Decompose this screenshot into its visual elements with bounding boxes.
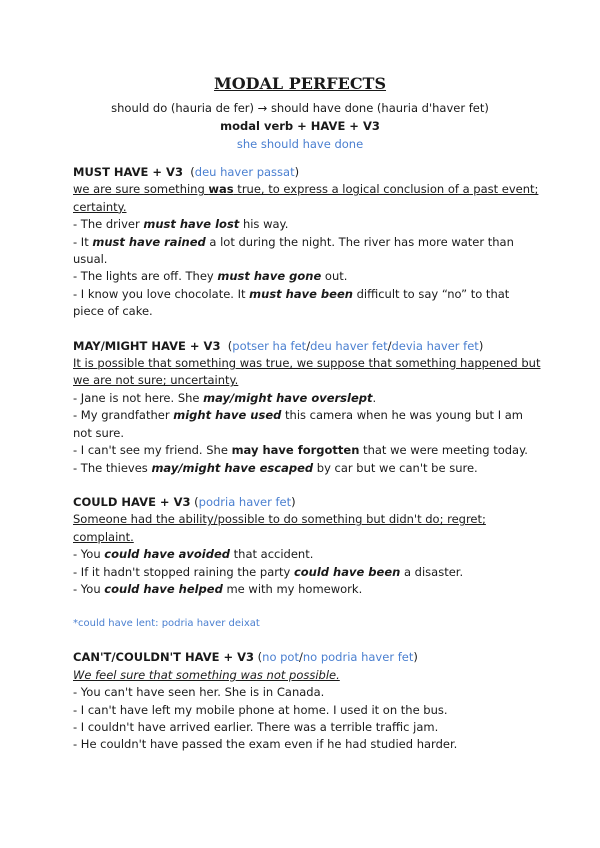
example-text: - The thieves <box>73 460 152 475</box>
example-text: - The lights are off. They <box>73 269 218 284</box>
section-definition <box>73 181 543 216</box>
paren-open: ( <box>194 494 199 509</box>
example-verb: might have used <box>173 408 282 423</box>
document-body <box>73 164 543 771</box>
example-line <box>73 442 543 459</box>
subtitle-sample: she should have done <box>236 137 364 151</box>
translation: no podria haver fet <box>302 650 414 665</box>
subtitle-example: should do (hauria de fer) → should have done (hauria d'haver fet) <box>111 101 489 115</box>
page-title: MODAL PERFECTS <box>213 74 387 93</box>
section-definition: It is possible that something was true, we suppose that something happened but we are not sure; uncertainty. <box>73 356 541 388</box>
translation: deu haver fet <box>310 338 388 353</box>
example-line: - You can't have seen her. She is in Canada. <box>73 685 325 700</box>
section-heading-line <box>73 338 543 355</box>
example-line <box>73 581 543 598</box>
paren-close: ) <box>413 650 418 665</box>
paren-close: ) <box>478 338 484 353</box>
section-heading: MAY/MIGHT HAVE + V3 <box>73 338 221 353</box>
translation: potser ha fet <box>232 338 307 353</box>
example-line <box>73 286 543 321</box>
example-text: this camera when he was young but I am not sure. <box>73 408 524 440</box>
section-may-might-have <box>73 338 543 477</box>
paren-open: ( <box>257 650 263 665</box>
translation: devia haver fet <box>391 338 479 353</box>
section-cant-couldnt-have <box>73 649 543 753</box>
example-text: that accident. <box>230 547 314 562</box>
example-text: a disaster. <box>400 564 464 579</box>
paren-close: ) <box>294 165 300 179</box>
paren-open: ( <box>227 338 233 353</box>
section-definition: We feel sure that something was not possible. <box>73 667 340 682</box>
footnote: *could have lent: podria haver deixat <box>73 618 260 630</box>
separator: / <box>306 338 311 353</box>
example-text: - The driver <box>73 217 144 232</box>
example-text: . <box>372 390 377 405</box>
example-verb: could have helped <box>104 581 223 596</box>
example-verb: could have been <box>293 564 401 579</box>
example-line <box>73 546 543 563</box>
example-line: - I couldn't have arrived earlier. There was a terrible traffic jam. <box>73 719 439 734</box>
example-verb: must have been <box>249 286 353 301</box>
example-verb: could have avoided <box>104 547 230 562</box>
example-line <box>73 216 543 233</box>
example-text: that we were meeting today. <box>359 443 528 458</box>
example-text: out. <box>321 269 348 284</box>
example-text: difficult to say “no” to that piece of cake. <box>73 286 510 319</box>
example-verb: must have rained <box>92 234 206 249</box>
example-text: - My grandfather <box>73 408 174 423</box>
example-line: - I can't have left my mobile phone at home. I used it on the bus. <box>73 702 448 717</box>
example-text: - You <box>73 581 105 596</box>
translation: no pot <box>262 650 299 665</box>
paren-open: ( <box>190 165 195 179</box>
example-line <box>73 268 543 285</box>
subtitle-formula: modal verb + HAVE + V3 <box>220 119 380 133</box>
translation: podria haver fet <box>198 494 292 509</box>
example-text: me with my homework. <box>222 581 363 596</box>
section-heading: MUST HAVE + V3 <box>73 165 183 179</box>
example-text: by car but we can't be sure. <box>313 460 478 475</box>
example-line <box>73 390 543 407</box>
example-line <box>73 460 543 477</box>
section-heading-line <box>73 494 543 511</box>
definition-part: we are sure something <box>73 182 209 197</box>
example-text: - Jane is not here. She <box>73 390 204 405</box>
example-verb: must have lost <box>143 217 240 232</box>
separator: / <box>298 650 303 665</box>
example-verb: may/might have escaped <box>151 460 314 475</box>
section-heading-line <box>73 649 543 666</box>
paren-close: ) <box>291 494 296 509</box>
example-text: - It <box>73 234 93 249</box>
example-verb: must have gone <box>217 269 322 284</box>
example-text: - If it hadn't stopped raining the party <box>73 564 294 579</box>
example-line <box>73 234 543 269</box>
translation: deu haver passat <box>194 165 295 179</box>
section-could-have <box>73 494 543 598</box>
example-line <box>73 407 543 442</box>
definition-emphasis: was <box>208 182 234 197</box>
example-line <box>73 564 543 581</box>
example-verb: may/might have overslept <box>203 390 373 405</box>
definition-part: true, to express a logical conclusion of a past event; certainty. <box>73 182 539 214</box>
example-text: a lot during the night. The river has more water than usual. <box>73 234 514 267</box>
example-line: - He couldn't have passed the exam even if he had studied harder. <box>73 737 458 752</box>
example-text: - I know you love chocolate. It <box>73 286 250 301</box>
separator: / <box>387 338 392 353</box>
example-text: - You <box>73 547 105 562</box>
example-text: - I can't see my friend. She <box>73 443 232 458</box>
section-heading: CAN'T/COULDN'T HAVE + V3 <box>73 650 254 665</box>
section-definition: Someone had the ability/possible to do something but didn't do; regret; complaint. <box>73 512 486 544</box>
example-verb: may have forgotten <box>231 443 360 458</box>
section-must-have <box>73 164 543 321</box>
section-heading: COULD HAVE + V3 <box>73 494 191 509</box>
example-text: his way. <box>239 217 289 232</box>
section-heading-line <box>73 164 543 181</box>
document-header <box>0 74 600 153</box>
